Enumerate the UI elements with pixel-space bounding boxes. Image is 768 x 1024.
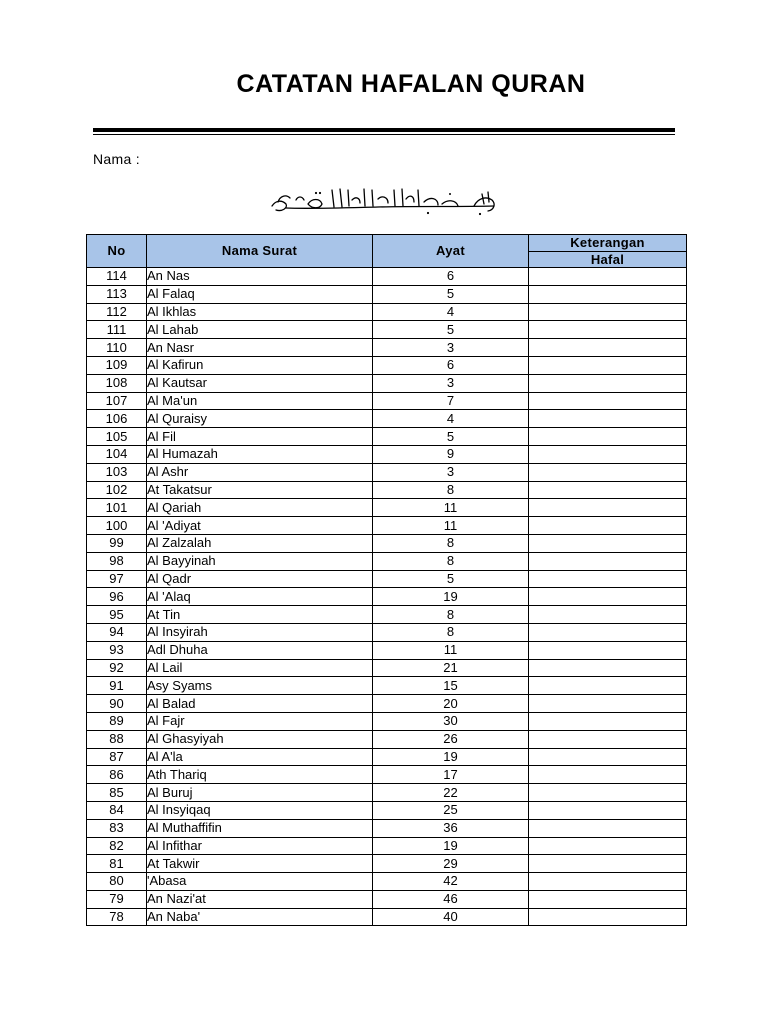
cell-ayat: 40 bbox=[373, 908, 529, 926]
cell-nama-surat: Al Ikhlas bbox=[147, 303, 373, 321]
cell-no: 111 bbox=[87, 321, 147, 339]
table-row bbox=[87, 552, 687, 570]
cell-no: 89 bbox=[87, 712, 147, 730]
cell-ayat: 25 bbox=[373, 801, 529, 819]
col-header-nama-surat: Nama Surat bbox=[147, 235, 373, 268]
cell-hafal[interactable] bbox=[529, 819, 687, 837]
cell-hafal[interactable] bbox=[529, 801, 687, 819]
cell-hafal[interactable] bbox=[529, 463, 687, 481]
cell-nama-surat: Al Ashr bbox=[147, 463, 373, 481]
cell-hafal[interactable] bbox=[529, 712, 687, 730]
cell-ayat: 11 bbox=[373, 499, 529, 517]
cell-nama-surat: Al Balad bbox=[147, 695, 373, 713]
cell-no: 93 bbox=[87, 641, 147, 659]
cell-no: 79 bbox=[87, 890, 147, 908]
nama-field bbox=[93, 151, 344, 167]
cell-nama-surat: Al Zalzalah bbox=[147, 534, 373, 552]
table-row bbox=[87, 801, 687, 819]
cell-nama-surat: Al Insyiqaq bbox=[147, 801, 373, 819]
cell-hafal[interactable] bbox=[529, 410, 687, 428]
table-row bbox=[87, 873, 687, 891]
cell-no: 110 bbox=[87, 339, 147, 357]
cell-hafal[interactable] bbox=[529, 552, 687, 570]
cell-nama-surat: Al Kautsar bbox=[147, 374, 373, 392]
cell-nama-surat: Al Falaq bbox=[147, 285, 373, 303]
cell-nama-surat: Ath Thariq bbox=[147, 766, 373, 784]
table-row bbox=[87, 712, 687, 730]
cell-no: 113 bbox=[87, 285, 147, 303]
cell-ayat: 5 bbox=[373, 285, 529, 303]
cell-ayat: 11 bbox=[373, 641, 529, 659]
cell-hafal[interactable] bbox=[529, 321, 687, 339]
table-row bbox=[87, 339, 687, 357]
table-row bbox=[87, 534, 687, 552]
cell-hafal[interactable] bbox=[529, 730, 687, 748]
table-row bbox=[87, 855, 687, 873]
table-row bbox=[87, 784, 687, 802]
table-row bbox=[87, 392, 687, 410]
cell-no: 85 bbox=[87, 784, 147, 802]
cell-ayat: 7 bbox=[373, 392, 529, 410]
table-row bbox=[87, 285, 687, 303]
cell-no: 86 bbox=[87, 766, 147, 784]
cell-no: 83 bbox=[87, 819, 147, 837]
cell-nama-surat: At Takwir bbox=[147, 855, 373, 873]
cell-ayat: 5 bbox=[373, 428, 529, 446]
cell-nama-surat: At Tin bbox=[147, 606, 373, 624]
cell-ayat: 19 bbox=[373, 837, 529, 855]
cell-hafal[interactable] bbox=[529, 784, 687, 802]
cell-ayat: 8 bbox=[373, 552, 529, 570]
table-row bbox=[87, 321, 687, 339]
cell-ayat: 3 bbox=[373, 463, 529, 481]
cell-no: 102 bbox=[87, 481, 147, 499]
cell-hafal[interactable] bbox=[529, 339, 687, 357]
col-header-hafal: Hafal bbox=[529, 251, 687, 268]
cell-ayat: 11 bbox=[373, 517, 529, 535]
cell-nama-surat: Al Lail bbox=[147, 659, 373, 677]
cell-hafal[interactable] bbox=[529, 890, 687, 908]
col-header-ayat: Ayat bbox=[373, 235, 529, 268]
cell-nama-surat: Al Insyirah bbox=[147, 623, 373, 641]
cell-ayat: 21 bbox=[373, 659, 529, 677]
cell-hafal[interactable] bbox=[529, 392, 687, 410]
cell-no: 95 bbox=[87, 606, 147, 624]
table-row bbox=[87, 819, 687, 837]
cell-ayat: 5 bbox=[373, 570, 529, 588]
table-row bbox=[87, 268, 687, 286]
table-row bbox=[87, 606, 687, 624]
cell-hafal[interactable] bbox=[529, 285, 687, 303]
cell-hafal[interactable] bbox=[529, 570, 687, 588]
table-row bbox=[87, 677, 687, 695]
cell-nama-surat: Al Infithar bbox=[147, 837, 373, 855]
cell-hafal[interactable] bbox=[529, 534, 687, 552]
cell-nama-surat: Al Kafirun bbox=[147, 356, 373, 374]
cell-ayat: 6 bbox=[373, 356, 529, 374]
cell-nama-surat: An Nazi'at bbox=[147, 890, 373, 908]
cell-nama-surat: Al Muthaffifin bbox=[147, 819, 373, 837]
table-row bbox=[87, 356, 687, 374]
cell-no: 98 bbox=[87, 552, 147, 570]
nama-label: Nama : bbox=[93, 151, 140, 167]
cell-ayat: 8 bbox=[373, 606, 529, 624]
cell-no: 106 bbox=[87, 410, 147, 428]
cell-hafal[interactable] bbox=[529, 641, 687, 659]
cell-nama-surat: Al Fajr bbox=[147, 712, 373, 730]
cell-no: 97 bbox=[87, 570, 147, 588]
table-row bbox=[87, 748, 687, 766]
basmala-calligraphy-icon bbox=[268, 184, 500, 218]
cell-no: 114 bbox=[87, 268, 147, 286]
cell-nama-surat: An Nasr bbox=[147, 339, 373, 357]
cell-ayat: 36 bbox=[373, 819, 529, 837]
table-row bbox=[87, 641, 687, 659]
cell-ayat: 3 bbox=[373, 374, 529, 392]
cell-nama-surat: Adl Dhuha bbox=[147, 641, 373, 659]
cell-ayat: 19 bbox=[373, 748, 529, 766]
cell-nama-surat: 'Abasa bbox=[147, 873, 373, 891]
cell-ayat: 22 bbox=[373, 784, 529, 802]
cell-no: 84 bbox=[87, 801, 147, 819]
cell-hafal[interactable] bbox=[529, 499, 687, 517]
cell-no: 82 bbox=[87, 837, 147, 855]
hafalan-table bbox=[86, 234, 687, 926]
cell-nama-surat: Al A'la bbox=[147, 748, 373, 766]
cell-ayat: 8 bbox=[373, 623, 529, 641]
cell-no: 96 bbox=[87, 588, 147, 606]
cell-hafal[interactable] bbox=[529, 303, 687, 321]
cell-hafal[interactable] bbox=[529, 588, 687, 606]
cell-nama-surat: Al Buruj bbox=[147, 784, 373, 802]
table-row bbox=[87, 695, 687, 713]
table-row bbox=[87, 374, 687, 392]
cell-no: 101 bbox=[87, 499, 147, 517]
cell-hafal[interactable] bbox=[529, 873, 687, 891]
cell-hafal[interactable] bbox=[529, 356, 687, 374]
cell-no: 107 bbox=[87, 392, 147, 410]
cell-nama-surat: Al Qadr bbox=[147, 570, 373, 588]
cell-no: 91 bbox=[87, 677, 147, 695]
col-header-keterangan: Keterangan bbox=[529, 235, 687, 252]
cell-no: 81 bbox=[87, 855, 147, 873]
cell-ayat: 30 bbox=[373, 712, 529, 730]
cell-ayat: 17 bbox=[373, 766, 529, 784]
cell-hafal[interactable] bbox=[529, 374, 687, 392]
cell-nama-surat: Al Quraisy bbox=[147, 410, 373, 428]
table-body bbox=[87, 268, 687, 926]
cell-hafal[interactable] bbox=[529, 837, 687, 855]
cell-nama-surat: Asy Syams bbox=[147, 677, 373, 695]
cell-hafal[interactable] bbox=[529, 659, 687, 677]
cell-hafal[interactable] bbox=[529, 606, 687, 624]
table-row bbox=[87, 659, 687, 677]
cell-ayat: 9 bbox=[373, 445, 529, 463]
cell-nama-surat: Al 'Adiyat bbox=[147, 517, 373, 535]
table-row bbox=[87, 570, 687, 588]
cell-nama-surat: Al Fil bbox=[147, 428, 373, 446]
title-divider-thick bbox=[93, 128, 675, 132]
cell-nama-surat: An Nas bbox=[147, 268, 373, 286]
table-row bbox=[87, 410, 687, 428]
cell-hafal[interactable] bbox=[529, 695, 687, 713]
cell-ayat: 46 bbox=[373, 890, 529, 908]
cell-no: 88 bbox=[87, 730, 147, 748]
table-row bbox=[87, 517, 687, 535]
page-title: CATATAN HAFALAN QURAN bbox=[236, 70, 586, 98]
cell-no: 78 bbox=[87, 908, 147, 926]
cell-nama-surat: Al Humazah bbox=[147, 445, 373, 463]
table-row bbox=[87, 463, 687, 481]
table-row bbox=[87, 428, 687, 446]
cell-no: 105 bbox=[87, 428, 147, 446]
cell-hafal[interactable] bbox=[529, 677, 687, 695]
cell-ayat: 3 bbox=[373, 339, 529, 357]
cell-no: 99 bbox=[87, 534, 147, 552]
cell-nama-surat: Al Ma'un bbox=[147, 392, 373, 410]
cell-ayat: 19 bbox=[373, 588, 529, 606]
cell-hafal[interactable] bbox=[529, 748, 687, 766]
cell-ayat: 8 bbox=[373, 534, 529, 552]
cell-hafal[interactable] bbox=[529, 481, 687, 499]
cell-nama-surat: An Naba' bbox=[147, 908, 373, 926]
cell-no: 92 bbox=[87, 659, 147, 677]
table-row bbox=[87, 766, 687, 784]
cell-hafal[interactable] bbox=[529, 268, 687, 286]
cell-no: 104 bbox=[87, 445, 147, 463]
col-header-no: No bbox=[87, 235, 147, 268]
table-row bbox=[87, 908, 687, 926]
title-divider-thin bbox=[93, 134, 675, 135]
table-row bbox=[87, 730, 687, 748]
table-row bbox=[87, 445, 687, 463]
cell-hafal[interactable] bbox=[529, 908, 687, 926]
cell-no: 80 bbox=[87, 873, 147, 891]
table-row bbox=[87, 837, 687, 855]
table-row bbox=[87, 481, 687, 499]
cell-no: 94 bbox=[87, 623, 147, 641]
cell-no: 112 bbox=[87, 303, 147, 321]
cell-nama-surat: Al Ghasyiyah bbox=[147, 730, 373, 748]
cell-hafal[interactable] bbox=[529, 855, 687, 873]
cell-no: 108 bbox=[87, 374, 147, 392]
cell-no: 87 bbox=[87, 748, 147, 766]
cell-ayat: 8 bbox=[373, 481, 529, 499]
cell-ayat: 29 bbox=[373, 855, 529, 873]
cell-hafal[interactable] bbox=[529, 766, 687, 784]
cell-no: 103 bbox=[87, 463, 147, 481]
cell-no: 90 bbox=[87, 695, 147, 713]
table-row bbox=[87, 303, 687, 321]
cell-ayat: 5 bbox=[373, 321, 529, 339]
cell-nama-surat: Al Bayyinah bbox=[147, 552, 373, 570]
cell-no: 100 bbox=[87, 517, 147, 535]
cell-hafal[interactable] bbox=[529, 517, 687, 535]
cell-hafal[interactable] bbox=[529, 445, 687, 463]
cell-ayat: 15 bbox=[373, 677, 529, 695]
cell-nama-surat: Al Lahab bbox=[147, 321, 373, 339]
cell-nama-surat: Al Qariah bbox=[147, 499, 373, 517]
cell-ayat: 26 bbox=[373, 730, 529, 748]
cell-ayat: 4 bbox=[373, 410, 529, 428]
table-row bbox=[87, 890, 687, 908]
table-row bbox=[87, 499, 687, 517]
cell-no: 109 bbox=[87, 356, 147, 374]
table-row bbox=[87, 623, 687, 641]
cell-ayat: 6 bbox=[373, 268, 529, 286]
cell-hafal[interactable] bbox=[529, 428, 687, 446]
cell-ayat: 4 bbox=[373, 303, 529, 321]
cell-nama-surat: Al 'Alaq bbox=[147, 588, 373, 606]
cell-hafal[interactable] bbox=[529, 623, 687, 641]
cell-ayat: 20 bbox=[373, 695, 529, 713]
table-row bbox=[87, 588, 687, 606]
cell-ayat: 42 bbox=[373, 873, 529, 891]
cell-nama-surat: At Takatsur bbox=[147, 481, 373, 499]
